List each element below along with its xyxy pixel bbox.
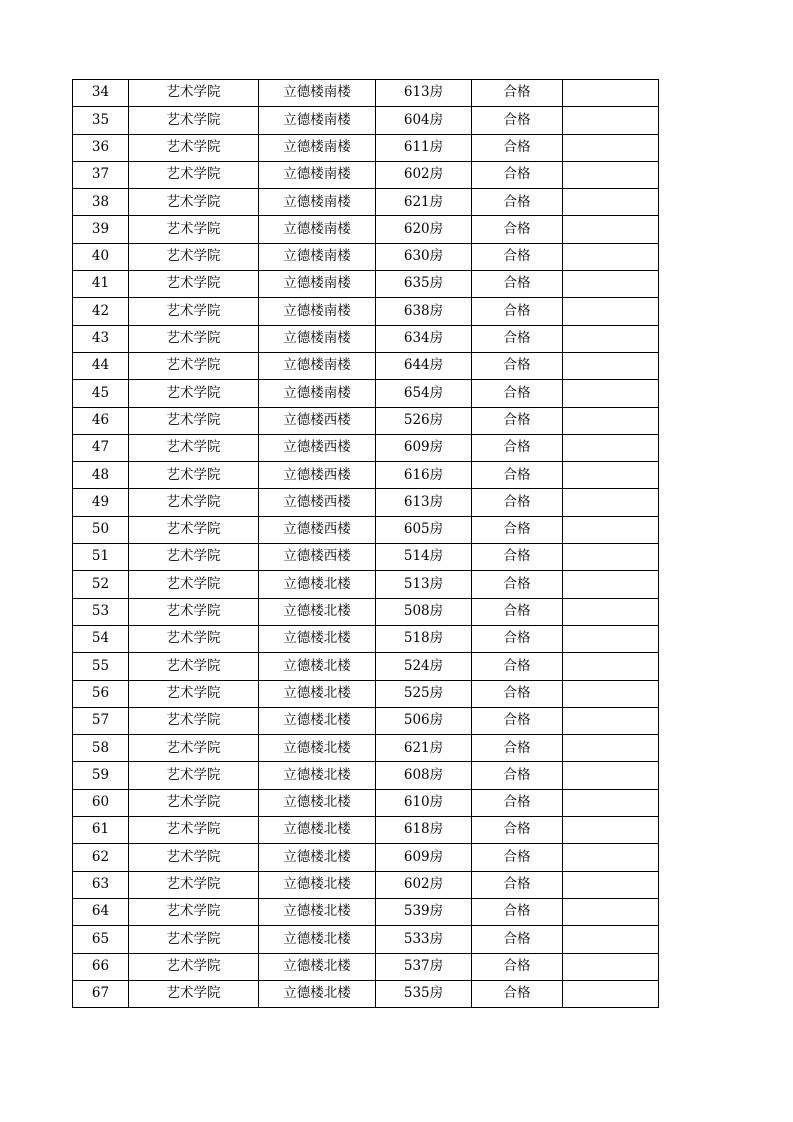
room-cell: 616房 [376,462,472,489]
result-cell: 合格 [472,544,563,571]
room-cell: 610房 [376,789,472,816]
row-number-cell: 58 [73,735,129,762]
row-number-cell: 65 [73,926,129,953]
table-row [73,380,659,407]
room-cell: 608房 [376,762,472,789]
room-cell: 621房 [376,189,472,216]
note-cell [563,271,659,298]
building-cell: 立德楼北楼 [259,844,376,871]
row-number-cell: 34 [73,80,129,107]
table-row [73,516,659,543]
building-cell: 立德楼北楼 [259,980,376,1007]
result-cell: 合格 [472,571,563,598]
result-cell: 合格 [472,980,563,1007]
building-cell: 立德楼南楼 [259,352,376,379]
building-cell: 立德楼南楼 [259,271,376,298]
room-cell: 613房 [376,489,472,516]
result-cell: 合格 [472,898,563,925]
room-cell: 618房 [376,817,472,844]
table-row [73,653,659,680]
row-number-cell: 60 [73,789,129,816]
result-cell: 合格 [472,871,563,898]
room-cell: 537房 [376,953,472,980]
row-number-cell: 48 [73,462,129,489]
building-cell: 立德楼北楼 [259,735,376,762]
building-cell: 立德楼北楼 [259,680,376,707]
table-row [73,462,659,489]
college-cell: 艺术学院 [129,134,259,161]
row-number-cell: 37 [73,161,129,188]
room-cell: 609房 [376,434,472,461]
result-cell: 合格 [472,762,563,789]
table-row [73,544,659,571]
college-cell: 艺术学院 [129,898,259,925]
row-number-cell: 45 [73,380,129,407]
row-number-cell: 39 [73,216,129,243]
table-row [73,216,659,243]
room-cell: 506房 [376,707,472,734]
note-cell [563,707,659,734]
college-cell: 艺术学院 [129,980,259,1007]
room-cell: 638房 [376,298,472,325]
result-cell: 合格 [472,462,563,489]
row-number-cell: 57 [73,707,129,734]
building-cell: 立德楼西楼 [259,489,376,516]
note-cell [563,380,659,407]
row-number-cell: 52 [73,571,129,598]
row-number-cell: 67 [73,980,129,1007]
building-cell: 立德楼南楼 [259,134,376,161]
building-cell: 立德楼南楼 [259,298,376,325]
row-number-cell: 42 [73,298,129,325]
table-row [73,571,659,598]
result-cell: 合格 [472,653,563,680]
note-cell [563,216,659,243]
result-cell: 合格 [472,107,563,134]
table-row [73,871,659,898]
building-cell: 立德楼南楼 [259,325,376,352]
table-row [73,271,659,298]
building-cell: 立德楼北楼 [259,817,376,844]
note-cell [563,352,659,379]
note-cell [563,598,659,625]
note-cell [563,298,659,325]
result-cell: 合格 [472,352,563,379]
table-row [73,707,659,734]
building-cell: 立德楼北楼 [259,926,376,953]
college-cell: 艺术学院 [129,462,259,489]
building-cell: 立德楼北楼 [259,871,376,898]
row-number-cell: 49 [73,489,129,516]
result-cell: 合格 [472,516,563,543]
table-row [73,625,659,652]
table-row [73,680,659,707]
row-number-cell: 55 [73,653,129,680]
result-cell: 合格 [472,161,563,188]
room-cell: 526房 [376,407,472,434]
room-cell: 635房 [376,271,472,298]
college-cell: 艺术学院 [129,298,259,325]
row-number-cell: 47 [73,434,129,461]
college-cell: 艺术学院 [129,380,259,407]
note-cell [563,980,659,1007]
college-cell: 艺术学院 [129,352,259,379]
college-cell: 艺术学院 [129,953,259,980]
row-number-cell: 54 [73,625,129,652]
note-cell [563,871,659,898]
room-cell: 611房 [376,134,472,161]
result-cell: 合格 [472,953,563,980]
note-cell [563,625,659,652]
college-cell: 艺术学院 [129,189,259,216]
note-cell [563,544,659,571]
room-cell: 513房 [376,571,472,598]
row-number-cell: 63 [73,871,129,898]
room-cell: 621房 [376,735,472,762]
table-row [73,598,659,625]
college-cell: 艺术学院 [129,271,259,298]
result-cell: 合格 [472,817,563,844]
result-cell: 合格 [472,134,563,161]
college-cell: 艺术学院 [129,762,259,789]
note-cell [563,134,659,161]
row-number-cell: 43 [73,325,129,352]
row-number-cell: 64 [73,898,129,925]
building-cell: 立德楼北楼 [259,789,376,816]
college-cell: 艺术学院 [129,516,259,543]
room-cell: 514房 [376,544,472,571]
table-row [73,980,659,1007]
room-cell: 535房 [376,980,472,1007]
college-cell: 艺术学院 [129,161,259,188]
building-cell: 立德楼北楼 [259,571,376,598]
room-cell: 654房 [376,380,472,407]
note-cell [563,161,659,188]
result-cell: 合格 [472,735,563,762]
note-cell [563,817,659,844]
note-cell [563,189,659,216]
room-cell: 605房 [376,516,472,543]
result-cell: 合格 [472,80,563,107]
row-number-cell: 40 [73,243,129,270]
college-cell: 艺术学院 [129,653,259,680]
building-cell: 立德楼南楼 [259,243,376,270]
result-cell: 合格 [472,598,563,625]
building-cell: 立德楼北楼 [259,953,376,980]
college-cell: 艺术学院 [129,325,259,352]
result-cell: 合格 [472,216,563,243]
result-cell: 合格 [472,243,563,270]
note-cell [563,107,659,134]
building-cell: 立德楼南楼 [259,216,376,243]
college-cell: 艺术学院 [129,407,259,434]
result-cell: 合格 [472,707,563,734]
table-row [73,817,659,844]
building-cell: 立德楼西楼 [259,544,376,571]
table-body [73,80,659,1008]
note-cell [563,735,659,762]
note-cell [563,516,659,543]
note-cell [563,489,659,516]
table-row [73,189,659,216]
table-row [73,80,659,107]
note-cell [563,571,659,598]
room-cell: 525房 [376,680,472,707]
result-cell: 合格 [472,380,563,407]
table-row [73,844,659,871]
result-cell: 合格 [472,844,563,871]
row-number-cell: 56 [73,680,129,707]
note-cell [563,762,659,789]
result-cell: 合格 [472,434,563,461]
table-row [73,243,659,270]
note-cell [563,80,659,107]
college-cell: 艺术学院 [129,571,259,598]
note-cell [563,680,659,707]
row-number-cell: 35 [73,107,129,134]
result-cell: 合格 [472,189,563,216]
room-cell: 508房 [376,598,472,625]
note-cell [563,434,659,461]
table-row [73,434,659,461]
college-cell: 艺术学院 [129,789,259,816]
note-cell [563,462,659,489]
table-row [73,352,659,379]
table-row [73,489,659,516]
dormitory-inspection-table [72,79,659,1008]
row-number-cell: 62 [73,844,129,871]
note-cell [563,844,659,871]
table-row [73,161,659,188]
room-cell: 533房 [376,926,472,953]
room-cell: 609房 [376,844,472,871]
college-cell: 艺术学院 [129,926,259,953]
note-cell [563,898,659,925]
building-cell: 立德楼北楼 [259,898,376,925]
note-cell [563,953,659,980]
college-cell: 艺术学院 [129,680,259,707]
result-cell: 合格 [472,271,563,298]
room-cell: 630房 [376,243,472,270]
row-number-cell: 41 [73,271,129,298]
room-cell: 634房 [376,325,472,352]
row-number-cell: 61 [73,817,129,844]
college-cell: 艺术学院 [129,489,259,516]
note-cell [563,653,659,680]
result-cell: 合格 [472,789,563,816]
table-row [73,735,659,762]
note-cell [563,926,659,953]
college-cell: 艺术学院 [129,707,259,734]
college-cell: 艺术学院 [129,80,259,107]
college-cell: 艺术学院 [129,216,259,243]
result-cell: 合格 [472,926,563,953]
building-cell: 立德楼西楼 [259,407,376,434]
row-number-cell: 46 [73,407,129,434]
college-cell: 艺术学院 [129,243,259,270]
building-cell: 立德楼北楼 [259,762,376,789]
table-row [73,789,659,816]
room-cell: 602房 [376,161,472,188]
building-cell: 立德楼南楼 [259,161,376,188]
building-cell: 立德楼西楼 [259,516,376,543]
building-cell: 立德楼南楼 [259,380,376,407]
college-cell: 艺术学院 [129,434,259,461]
table-row [73,926,659,953]
result-cell: 合格 [472,489,563,516]
room-cell: 644房 [376,352,472,379]
college-cell: 艺术学院 [129,598,259,625]
building-cell: 立德楼北楼 [259,707,376,734]
table-row [73,953,659,980]
room-cell: 620房 [376,216,472,243]
room-cell: 604房 [376,107,472,134]
room-cell: 524房 [376,653,472,680]
college-cell: 艺术学院 [129,544,259,571]
note-cell [563,407,659,434]
result-cell: 合格 [472,325,563,352]
result-cell: 合格 [472,680,563,707]
table-row [73,107,659,134]
building-cell: 立德楼北楼 [259,653,376,680]
note-cell [563,325,659,352]
table-row [73,298,659,325]
college-cell: 艺术学院 [129,625,259,652]
building-cell: 立德楼南楼 [259,189,376,216]
result-cell: 合格 [472,407,563,434]
room-cell: 613房 [376,80,472,107]
row-number-cell: 44 [73,352,129,379]
college-cell: 艺术学院 [129,871,259,898]
table-row [73,325,659,352]
college-cell: 艺术学院 [129,817,259,844]
row-number-cell: 59 [73,762,129,789]
college-cell: 艺术学院 [129,107,259,134]
building-cell: 立德楼南楼 [259,107,376,134]
row-number-cell: 66 [73,953,129,980]
row-number-cell: 36 [73,134,129,161]
college-cell: 艺术学院 [129,735,259,762]
building-cell: 立德楼西楼 [259,434,376,461]
row-number-cell: 51 [73,544,129,571]
table-row [73,898,659,925]
result-cell: 合格 [472,298,563,325]
building-cell: 立德楼西楼 [259,462,376,489]
college-cell: 艺术学院 [129,844,259,871]
row-number-cell: 53 [73,598,129,625]
row-number-cell: 50 [73,516,129,543]
table-row [73,134,659,161]
note-cell [563,243,659,270]
room-cell: 539房 [376,898,472,925]
building-cell: 立德楼北楼 [259,598,376,625]
row-number-cell: 38 [73,189,129,216]
note-cell [563,789,659,816]
building-cell: 立德楼南楼 [259,80,376,107]
building-cell: 立德楼北楼 [259,625,376,652]
table-row [73,407,659,434]
table-row [73,762,659,789]
result-cell: 合格 [472,625,563,652]
room-cell: 518房 [376,625,472,652]
room-cell: 602房 [376,871,472,898]
